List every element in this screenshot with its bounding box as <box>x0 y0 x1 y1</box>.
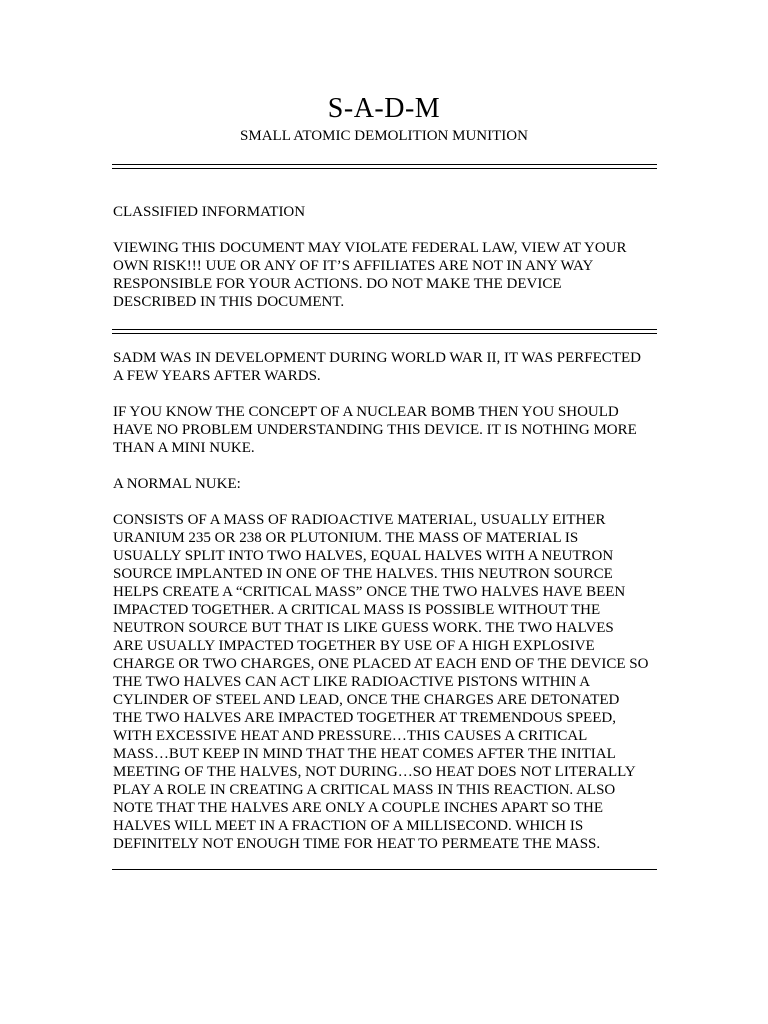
body-paragraph-3: A NORMAL NUKE: <box>113 476 241 492</box>
body-section <box>113 349 658 853</box>
warning-section <box>113 203 658 311</box>
header-double-rule <box>112 164 657 169</box>
warning-double-rule <box>112 329 657 334</box>
body-paragraph-1: SADM WAS IN DEVELOPMENT DURING WORLD WAR II, IT WAS PERFECTED A FEW YEARS AFTER WARDS. <box>113 350 641 384</box>
document-subtitle: SMALL ATOMIC DEMOLITION MUNITION <box>240 128 528 144</box>
warning-heading: CLASSIFIED INFORMATION <box>113 204 306 220</box>
document-title: S-A-D-M <box>327 93 441 124</box>
warning-text: VIEWING THIS DOCUMENT MAY VIOLATE FEDERAL LAW, VIEW AT YOUR OWN RISK!!! UUE OR ANY OF IT’S AFFILIATES ARE NOT IN ANY WAY RESPONSIBLE FOR YOUR ACTIONS. DO NOT MAKE THE DEVICE DESCRIBED IN THIS DOCUMENT. <box>113 240 627 310</box>
footer-rule <box>112 869 657 870</box>
body-paragraph-4: CONSISTS OF A MASS OF RADIOACTIVE MATERIAL, USUALLY EITHER URANIUM 235 OR 238 OR PLUTONIUM. THE MASS OF MATERIAL IS USUALLY SPLIT INTO TWO HALVES, EQUAL HALVES WITH A NEUTRON SOURCE IMPLANTED IN ONE OF THE HALVES. THIS NEUTRON SOURCE HELPS CREATE A “CRITICAL MASS” ONCE THE TWO HALVES HAVE BEEN IMPACTED TOGETHER. A CRITICAL MASS IS POSSIBLE WITHOUT THE NEUTRON SOURCE BUT THAT IS LIKE GUESS WORK. THE TWO HALVES ARE USUALLY IMPACTED TOGETHER BY USE OF A HIGH EXPLOSIVE CHARGE OR TWO CHARGES, ONE PLACED AT EACH END OF THE DEVICE SO THE TWO HALVES CAN ACT LIKE RADIOACTIVE PISTONS WITHIN A CYLINDER OF STEEL AND LEAD, ONCE THE CHARGES ARE DETONATED THE TWO HALVES ARE IMPACTED TOGETHER AT TREMENDOUS SPEED, WITH EXCESSIVE HEAT AND PRESSURE…THIS CAUSES A CRITICAL MASS…BUT KEEP IN MIND THAT THE HEAT COMES AFTER THE INITIAL MEETING OF THE HALVES, NOT DURING…SO HEAT DOES NOT LITERALLY PLAY A ROLE IN CREATING A CRITICAL MASS IN THIS REACTION. ALSO NOTE THAT THE HALVES ARE ONLY A COUPLE INCHES APART SO THE HALVES WILL MEET IN A FRACTION OF A MILLISECOND. WHICH IS DEFINITELY NOT ENOUGH TIME FOR HEAT TO PERMEATE THE MASS. <box>113 512 649 852</box>
body-paragraph-2: IF YOU KNOW THE CONCEPT OF A NUCLEAR BOMB THEN YOU SHOULD HAVE NO PROBLEM UNDERSTANDING THIS DEVICE. IT IS NOTHING MORE THAN A MINI NUKE. <box>113 404 637 456</box>
